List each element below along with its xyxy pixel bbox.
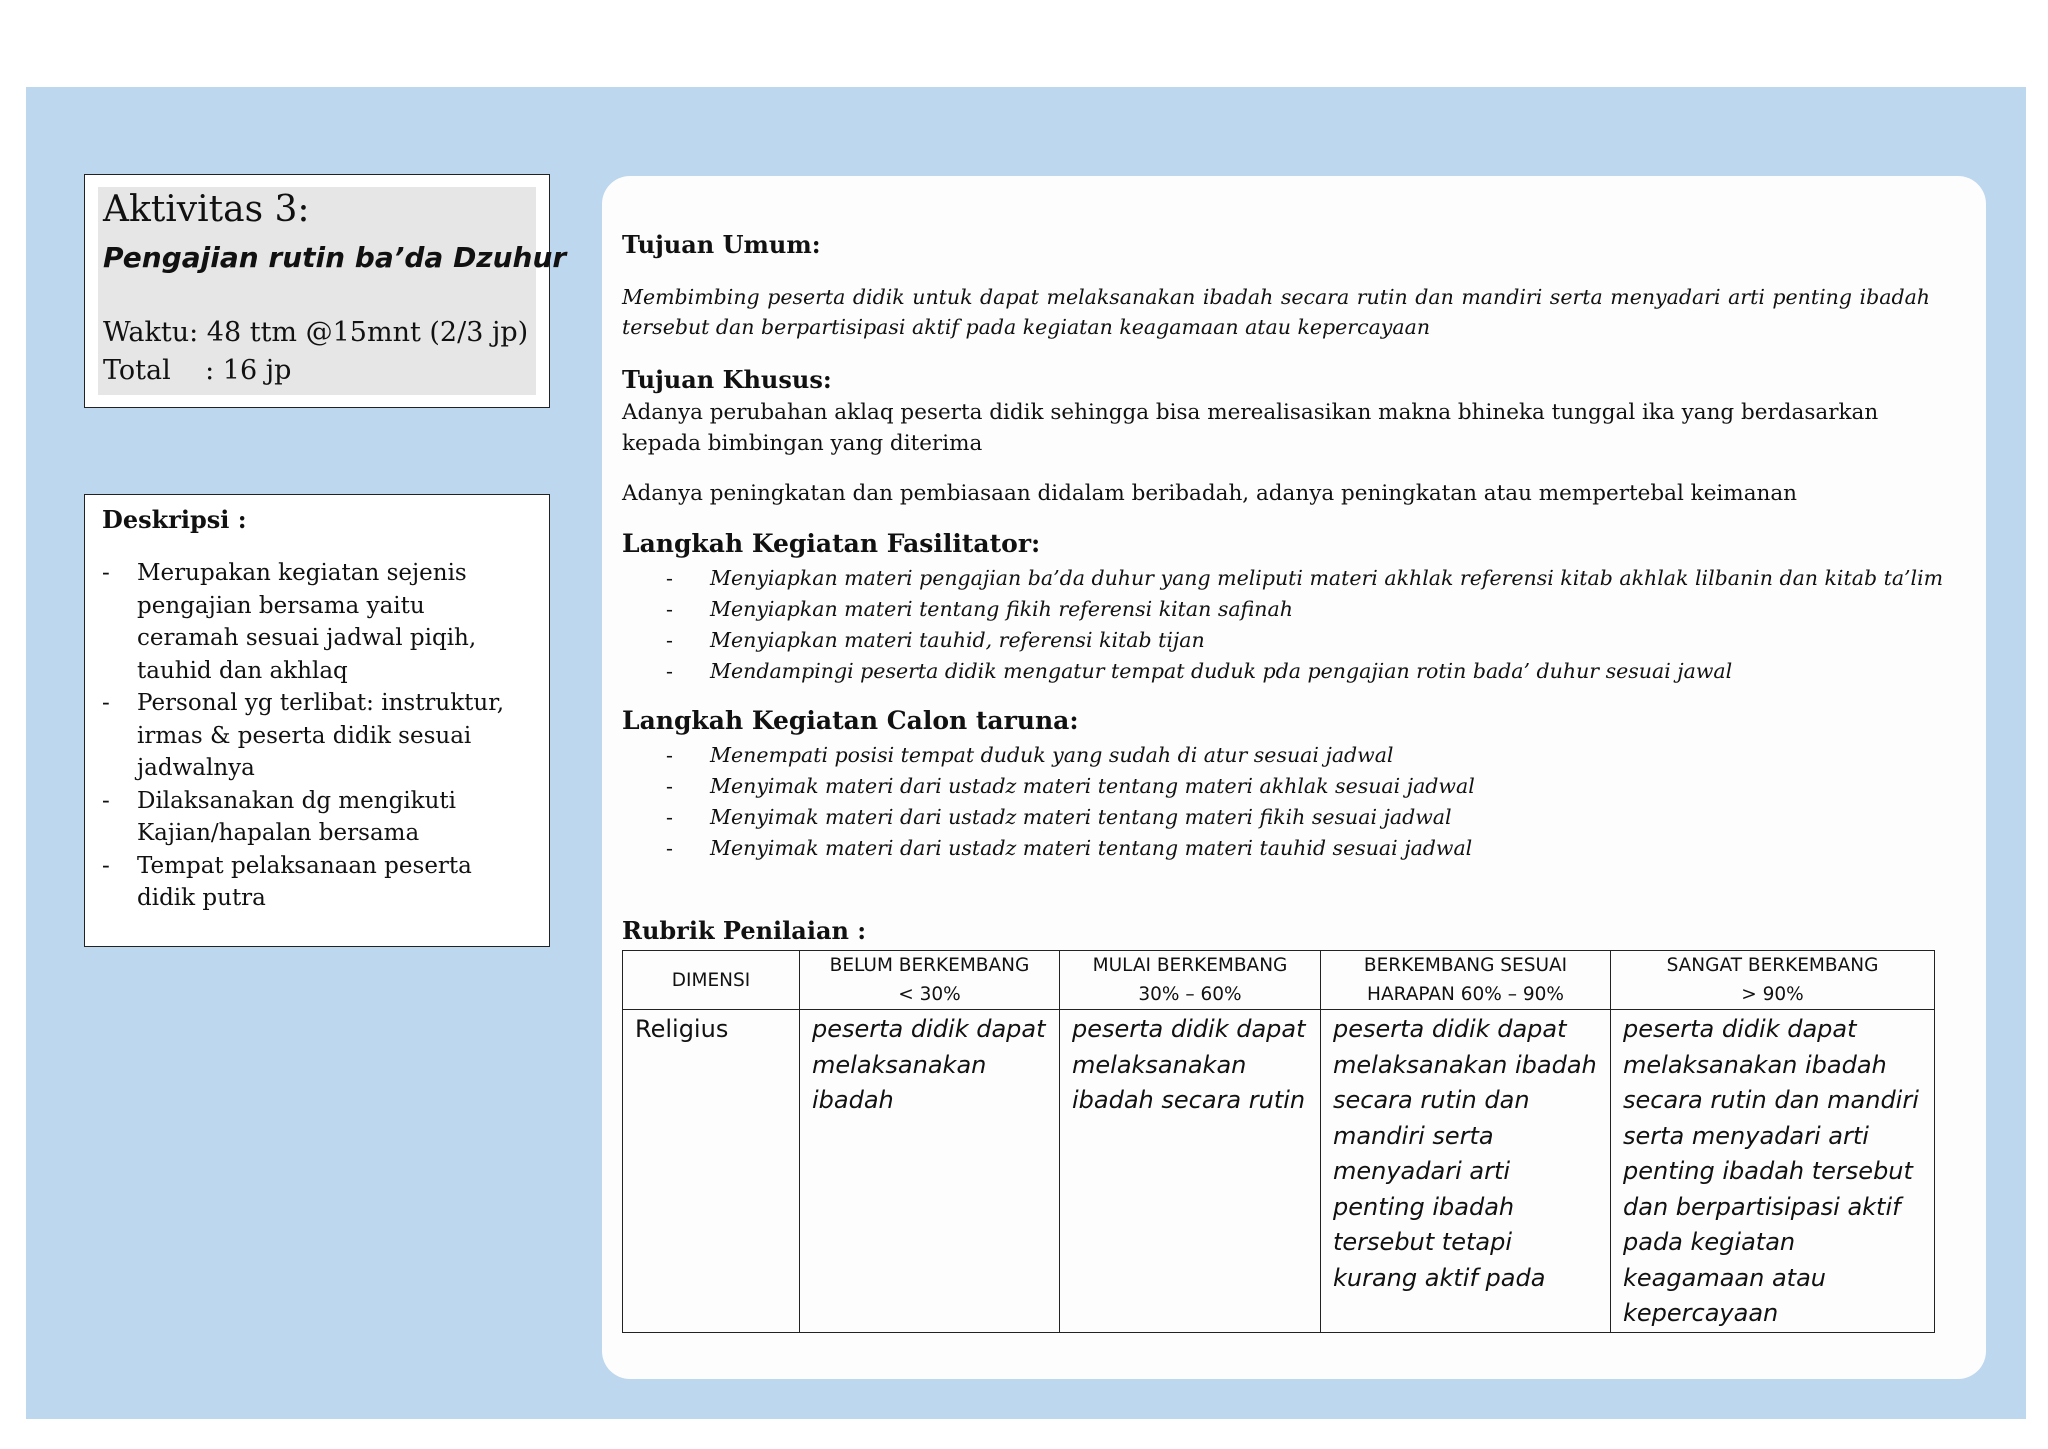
list-item: - Merupakan kegiatan sejenis pengajian bersama yaitu ceramah sesuai jadwal piqih, tauhid dan akhlaq bbox=[102, 560, 477, 684]
activity-time: Waktu: 48 ttm @15mnt (2/3 jp) bbox=[103, 317, 529, 348]
calon-taruna-steps bbox=[622, 740, 1930, 864]
table-cell: peserta didik dapat melaksanakan ibadah secara rutin dan mandiri serta menyadari arti penting ibadah tersebut tetapi kurang aktif pada bbox=[1321, 1010, 1611, 1333]
column-header-sangat-berkembang bbox=[1611, 951, 1935, 1010]
tujuan-khusus-text-1: Adanya perubahan aklaq peserta didik sehingga bisa merealisasikan makna bhineka tunggal ika yang berdasarkan kepada bimbingan yang diterima bbox=[622, 400, 1879, 456]
list-item: - Menyimak materi dari ustadz materi tentang materi tauhid sesuai jadwal bbox=[666, 836, 1473, 860]
description-heading: Deskripsi : bbox=[102, 505, 247, 534]
fasilitator-steps bbox=[622, 563, 1944, 687]
list-item: - Mendampingi peserta didik mengatur tempat duduk pda pengajian rotin bada’ duhur sesuai jawal bbox=[666, 659, 1733, 683]
list-item-text: Tempat pelaksanaan peserta didik putra bbox=[137, 852, 472, 911]
list-item-text: Dilaksanakan dg mengikuti Kajian/hapalan bersama bbox=[137, 787, 457, 846]
list-item: - Dilaksanakan dg mengikuti Kajian/hapalan bersama bbox=[102, 787, 457, 846]
list-item-text: Menyiapkan materi tentang fikih referensi kitan safinah bbox=[710, 597, 1293, 621]
tujuan-khusus-text-2: Adanya peningkatan dan pembiasaan didalam beribadah, adanya peningkatan atau mempertebal keimanan bbox=[622, 481, 1798, 506]
column-header-dimensi bbox=[623, 951, 800, 1010]
activity-title: Aktivitas 3: bbox=[103, 189, 310, 230]
activity-subtitle: Pengajian rutin ba’da Dzuhur bbox=[103, 241, 567, 274]
column-header-range: HARAPAN 60% – 90% bbox=[1367, 984, 1564, 1005]
list-item: - Menyiapkan materi pengajian ba’da duhur yang meliputi materi akhlak referensi kitab akhlak lilbanin dan kitab ta’lim bbox=[666, 566, 1944, 590]
column-header-label: BELUM BERKEMBANG bbox=[829, 955, 1030, 976]
description-box bbox=[84, 494, 550, 947]
column-header-range: 30% – 60% bbox=[1138, 984, 1242, 1005]
table-cell: peserta didik dapat melaksanakan ibadah secara rutin dan mandiri serta menyadari arti penting ibadah tersebut dan berpartisipasi aktif pada kegiatan keagamaan atau kepercayaan bbox=[1611, 1010, 1935, 1333]
column-header-label: BERKEMBANG SESUAI bbox=[1363, 955, 1568, 976]
column-header-range: < 30% bbox=[898, 984, 961, 1005]
table-cell-dimension: Religius bbox=[623, 1010, 800, 1333]
fasilitator-heading: Langkah Kegiatan Fasilitator: bbox=[622, 529, 1041, 558]
list-item-text: Merupakan kegiatan sejenis pengajian bersama yaitu ceramah sesuai jadwal piqih, tauhid dan akhlaq bbox=[137, 560, 477, 684]
column-header-label: SANGAT BERKEMBANG bbox=[1666, 955, 1879, 976]
tujuan-umum-text: Membimbing peserta didik untuk dapat melaksanakan ibadah secara rutin dan mandiri serta menyadari arti penting ibadah tersebut dan berpartisipasi aktif pada kegiatan keagamaan atau kepercayaan bbox=[622, 285, 1930, 339]
column-header-belum-berkembang bbox=[800, 951, 1060, 1010]
column-header-berkembang-sesuai bbox=[1321, 951, 1611, 1010]
list-item: - Menyiapkan materi tentang fikih referensi kitan safinah bbox=[666, 597, 1293, 621]
table-row bbox=[623, 1010, 1935, 1333]
column-header-label: DIMENSI bbox=[671, 969, 751, 991]
list-item: - Menempati posisi tempat duduk yang sudah di atur sesuai jadwal bbox=[666, 743, 1394, 767]
list-item-text: Menyiapkan materi pengajian ba’da duhur yang meliputi materi akhlak referensi kitab akhlak lilbanin dan kitab ta’lim bbox=[710, 566, 1944, 590]
rubric-table bbox=[622, 950, 1935, 1333]
list-item-text: Personal yg terlibat: instruktur, irmas & peserta didik sesuai jadwalnya bbox=[137, 690, 505, 781]
list-item-text: Menyimak materi dari ustadz materi tentang materi tauhid sesuai jadwal bbox=[710, 836, 1473, 860]
list-item-text: Mendampingi peserta didik mengatur tempat duduk pda pengajian rotin bada’ duhur sesuai jawal bbox=[710, 659, 1733, 683]
list-item-text: Menempati posisi tempat duduk yang sudah di atur sesuai jadwal bbox=[710, 743, 1394, 767]
activity-title-shading bbox=[98, 187, 567, 395]
list-item: - Menyiapkan materi tauhid, referensi kitab tijan bbox=[666, 628, 1205, 652]
column-header-label: MULAI BERKEMBANG bbox=[1092, 955, 1288, 976]
activity-total: Total : 16 jp bbox=[103, 355, 292, 386]
list-item: - Menyimak materi dari ustadz materi tentang materi fikih sesuai jadwal bbox=[666, 805, 1452, 829]
table-cell: peserta didik dapat melaksanakan ibadah bbox=[800, 1010, 1060, 1333]
list-item-text: Menyimak materi dari ustadz materi tentang materi akhlak sesuai jadwal bbox=[710, 774, 1475, 798]
tujuan-umum-heading: Tujuan Umum: bbox=[622, 230, 821, 259]
list-item-text: Menyiapkan materi tauhid, referensi kitab tijan bbox=[710, 628, 1205, 652]
rubrik-heading: Rubrik Penilaian : bbox=[622, 916, 867, 945]
table-cell: peserta didik dapat melaksanakan ibadah secara rutin bbox=[1060, 1010, 1321, 1333]
list-item: - Personal yg terlibat: instruktur, irmas & peserta didik sesuai jadwalnya bbox=[102, 690, 505, 781]
list-item: - Menyimak materi dari ustadz materi tentang materi akhlak sesuai jadwal bbox=[666, 774, 1475, 798]
list-item: - Tempat pelaksanaan peserta didik putra bbox=[102, 852, 472, 911]
rubric-header-row bbox=[623, 951, 1935, 1010]
column-header-range: > 90% bbox=[1741, 984, 1804, 1005]
description-list bbox=[102, 557, 522, 915]
calon-taruna-heading: Langkah Kegiatan Calon taruna: bbox=[622, 706, 1079, 735]
tujuan-khusus-heading: Tujuan Khusus: bbox=[622, 365, 832, 394]
main-content-card bbox=[602, 176, 1986, 1379]
activity-title-box bbox=[84, 174, 567, 408]
column-header-mulai-berkembang bbox=[1060, 951, 1321, 1010]
list-item-text: Menyimak materi dari ustadz materi tentang materi fikih sesuai jadwal bbox=[710, 805, 1452, 829]
